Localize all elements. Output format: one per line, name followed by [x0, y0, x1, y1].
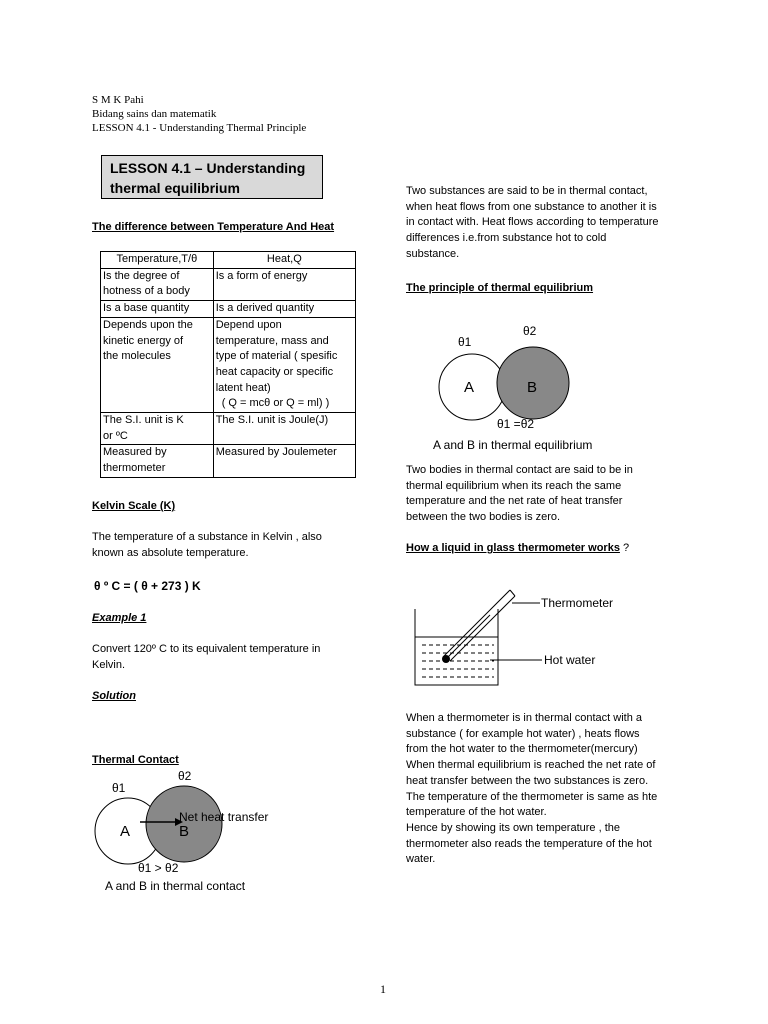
thermal-contact-caption: A and B in thermal contact	[105, 879, 246, 893]
table-cell: Is a form of energy	[213, 268, 355, 300]
thermometer-heading-line	[406, 542, 629, 554]
table-row	[101, 413, 356, 445]
principle-heading: The principle of thermal equilibrium	[406, 282, 594, 294]
thermometer-label: Thermometer	[541, 596, 614, 610]
table-header-row	[101, 252, 356, 269]
difference-heading: The difference between Temperature And Heat	[92, 221, 335, 233]
table-cell: Depends upon the kinetic energy of the molecules	[101, 317, 214, 412]
relation-label: θ1 =θ2	[497, 417, 535, 431]
col-header-heat: Heat,Q	[213, 252, 355, 269]
thermal-equilibrium-diagram	[428, 318, 608, 458]
thermometer-heading-suffix: ?	[619, 542, 630, 554]
theta2-label: θ2	[178, 769, 192, 783]
thermal-contact-diagram	[90, 765, 290, 895]
thermometer-text: When a thermometer is in thermal contact with a substance ( for example hot water) , heats flows from the hot water to the thermometer(mercury) When thermal equilibrium is reached the net rate of heat transfer between the two substances is zero. The temperature of the thermometer is same as hte temperature of the hot water. Hence by showing its own temperature , the thermometer also reads the temperature of the hot water.	[406, 712, 658, 866]
department-name: Bidang sains dan matematik	[92, 108, 217, 120]
school-name: S M K Pahi	[92, 94, 144, 106]
thermal-contact-heading: Thermal Contact	[92, 754, 179, 766]
table-row	[101, 445, 356, 477]
label-a: A	[120, 823, 131, 840]
thermal-equilibrium-caption: A and B in thermal equilibrium	[433, 438, 593, 452]
example-heading: Example 1	[92, 612, 147, 624]
title-line-2: thermal equilibrium	[110, 180, 240, 196]
kelvin-text: The temperature of a substance in Kelvin , also known as absolute temperature.	[92, 531, 322, 559]
beaker-outline	[415, 609, 498, 685]
table-cell: Measured by Joulemeter	[213, 445, 355, 477]
net-heat-transfer-label: Net heat transfer	[179, 810, 269, 824]
table-cell: Is a base quantity	[101, 301, 214, 318]
thermometer-tube-edge	[450, 596, 515, 661]
label-b: B	[527, 379, 538, 396]
solution-heading: Solution	[92, 690, 136, 702]
label-a: A	[464, 379, 475, 396]
title-box	[101, 155, 323, 199]
page-number: 1	[380, 982, 386, 996]
example-text: Convert 120º C to its equivalent temperature in Kelvin.	[92, 643, 321, 671]
thermal-contact-definition: Two substances are said to be in thermal contact, when heat flows from one substance to another it is in contact with. Heat flows according to temperature differences i.e.from substance hot to cold substance.	[406, 185, 659, 260]
theta1-label: θ1	[112, 781, 126, 795]
table-cell: Depend upon temperature, mass and type of material ( spesific heat capacity or specific latent heat) ( Q = mcθ or Q = ml) )	[213, 317, 355, 412]
header-block	[92, 93, 306, 135]
table-row	[101, 268, 356, 300]
kelvin-formula: θ º C = ( θ + 273 ) K	[94, 579, 201, 593]
table-cell: The S.I. unit is K or ºC	[101, 413, 214, 445]
mercury-bulb	[442, 655, 450, 663]
col-header-temperature: Temperature,T/θ	[101, 252, 214, 269]
lesson-line: LESSON 4.1 - Understanding Thermal Principle	[92, 122, 307, 134]
table-cell: Is the degree of hotness of a body	[101, 268, 214, 300]
comparison-table	[100, 251, 356, 478]
title-line-1: LESSON 4.1 – Understanding	[110, 160, 306, 176]
theta1-label: θ1	[458, 335, 472, 349]
principle-text: Two bodies in thermal contact are said to be in thermal equilibrium when its reach the same temperature and the net rate of heat transfer between the two bodies is zero.	[406, 464, 633, 524]
thermometer-tube-top	[510, 590, 515, 596]
table-row	[101, 317, 356, 412]
table-cell: Is a derived quantity	[213, 301, 355, 318]
hot-water-label: Hot water	[544, 653, 596, 667]
table-cell: Measured by thermometer	[101, 445, 214, 477]
kelvin-heading: Kelvin Scale (K)	[92, 500, 176, 512]
theta2-label: θ2	[523, 324, 537, 338]
table-cell: The S.I. unit is Joule(J)	[213, 413, 355, 445]
thermometer-diagram	[410, 585, 630, 690]
relation-label: θ1 > θ2	[138, 861, 179, 875]
table-row	[101, 301, 356, 318]
label-b: B	[179, 823, 190, 840]
thermometer-tube-edge	[443, 590, 510, 657]
thermometer-heading: How a liquid in glass thermometer works	[406, 542, 620, 554]
